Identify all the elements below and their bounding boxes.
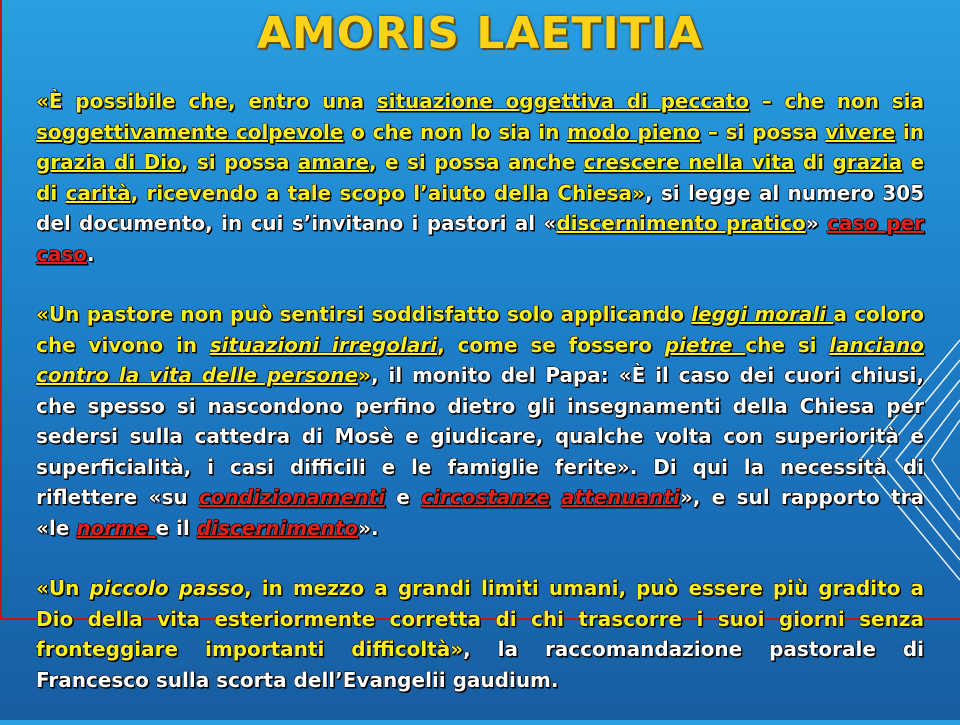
red-underlined-phrase: condizionamenti bbox=[198, 485, 385, 509]
quote-text: a coloro che vivono in bbox=[36, 302, 924, 357]
body-text: e il bbox=[155, 515, 197, 540]
quote-text: – che non sia bbox=[748, 89, 925, 113]
quote-text: in bbox=[895, 119, 924, 144]
quote-text: , ricevendo a tale scopo l’aiuto della Chiesa» bbox=[130, 180, 645, 205]
slide-title: AMORIS LAETITIA bbox=[256, 8, 704, 59]
underlined-phrase: discernimento pratico bbox=[556, 211, 806, 235]
body-text: , si legge al numero 305 del documento, in cui s’invitano i pastori al « bbox=[36, 180, 925, 235]
quote-text: o che non lo sia in bbox=[343, 119, 568, 144]
underlined-phrase: modo pieno bbox=[567, 119, 701, 144]
underlined-phrase: grazia di Dio bbox=[36, 150, 181, 174]
body-text bbox=[550, 485, 561, 509]
italic-phrase: piccolo passo bbox=[89, 576, 245, 600]
slide-body bbox=[36, 86, 924, 725]
paragraph-1 bbox=[36, 86, 924, 269]
quote-text: e di bbox=[36, 150, 925, 205]
italic-underlined-phrase: pietre bbox=[664, 332, 746, 357]
italic-underlined-phrase: lanciano contro la vita delle persone bbox=[36, 332, 925, 387]
underlined-phrase: vivere bbox=[825, 119, 896, 144]
underlined-phrase: grazia bbox=[832, 150, 903, 174]
underlined-phrase: crescere nella vita bbox=[583, 150, 795, 174]
body-text: e bbox=[384, 485, 422, 509]
red-underlined-phrase: caso per caso bbox=[36, 211, 925, 266]
underlined-phrase: situazione oggettiva di peccato bbox=[376, 89, 749, 113]
red-underlined-phrase: circostanze bbox=[421, 485, 550, 509]
quote-text: «È possibile che, entro una bbox=[36, 89, 377, 113]
underlined-phrase: soggettivamente colpevole bbox=[36, 119, 344, 144]
body-text: . bbox=[87, 241, 95, 266]
underlined-phrase: carità bbox=[65, 180, 131, 205]
quote-text: di bbox=[794, 150, 833, 174]
body-text: , la raccomandazione pastorale di Francesco sulla scorta dell’Evangelii gaudium. bbox=[36, 637, 924, 692]
italic-underlined-phrase: leggi morali bbox=[691, 302, 834, 326]
paragraph-3 bbox=[36, 573, 924, 695]
red-underlined-phrase: norme bbox=[76, 515, 156, 540]
quote-text: » bbox=[358, 363, 371, 387]
quote-text: che si bbox=[745, 332, 830, 357]
frame-left-line bbox=[0, 0, 2, 618]
quote-text: «Un pastore non può sentirsi soddisfatto solo applicando bbox=[36, 302, 692, 326]
quote-text: «Un bbox=[36, 576, 90, 600]
red-underlined-phrase: discernimento bbox=[196, 515, 359, 540]
body-text: ». bbox=[358, 515, 379, 540]
body-text: , il monito del Papa: «È il caso dei cuori chiusi, che spesso si nascondono perfino dietro gli insegnamenti della Chiesa per sedersi sulla cattedra di Mosè e giudicare, qualche volta con superiorità e superficialità, i casi difficili e le famiglie ferite» bbox=[36, 363, 925, 479]
quote-text: , come se fossero bbox=[437, 332, 665, 357]
underlined-phrase: amare bbox=[297, 150, 369, 174]
italic-underlined-phrase: situazioni irregolari bbox=[209, 332, 438, 357]
body-text: » bbox=[805, 211, 827, 235]
body-text: », e sul rapporto tra «le bbox=[36, 485, 924, 540]
quote-text: – si possa bbox=[700, 119, 826, 144]
quote-text: , in mezzo a grandi limiti umani, può essere più gradito a Dio della vita esteriormente corretta di chi trascorre i suoi giorni senza fronteggiare importanti difficoltà» bbox=[36, 576, 924, 661]
paragraph-2 bbox=[36, 299, 924, 543]
quote-text: , e si possa anche bbox=[369, 150, 584, 174]
quote-text: , si possa bbox=[180, 150, 298, 174]
red-underlined-phrase: attenuanti bbox=[561, 485, 680, 509]
body-text: . Di qui la necessità di riflettere «su bbox=[36, 454, 925, 509]
